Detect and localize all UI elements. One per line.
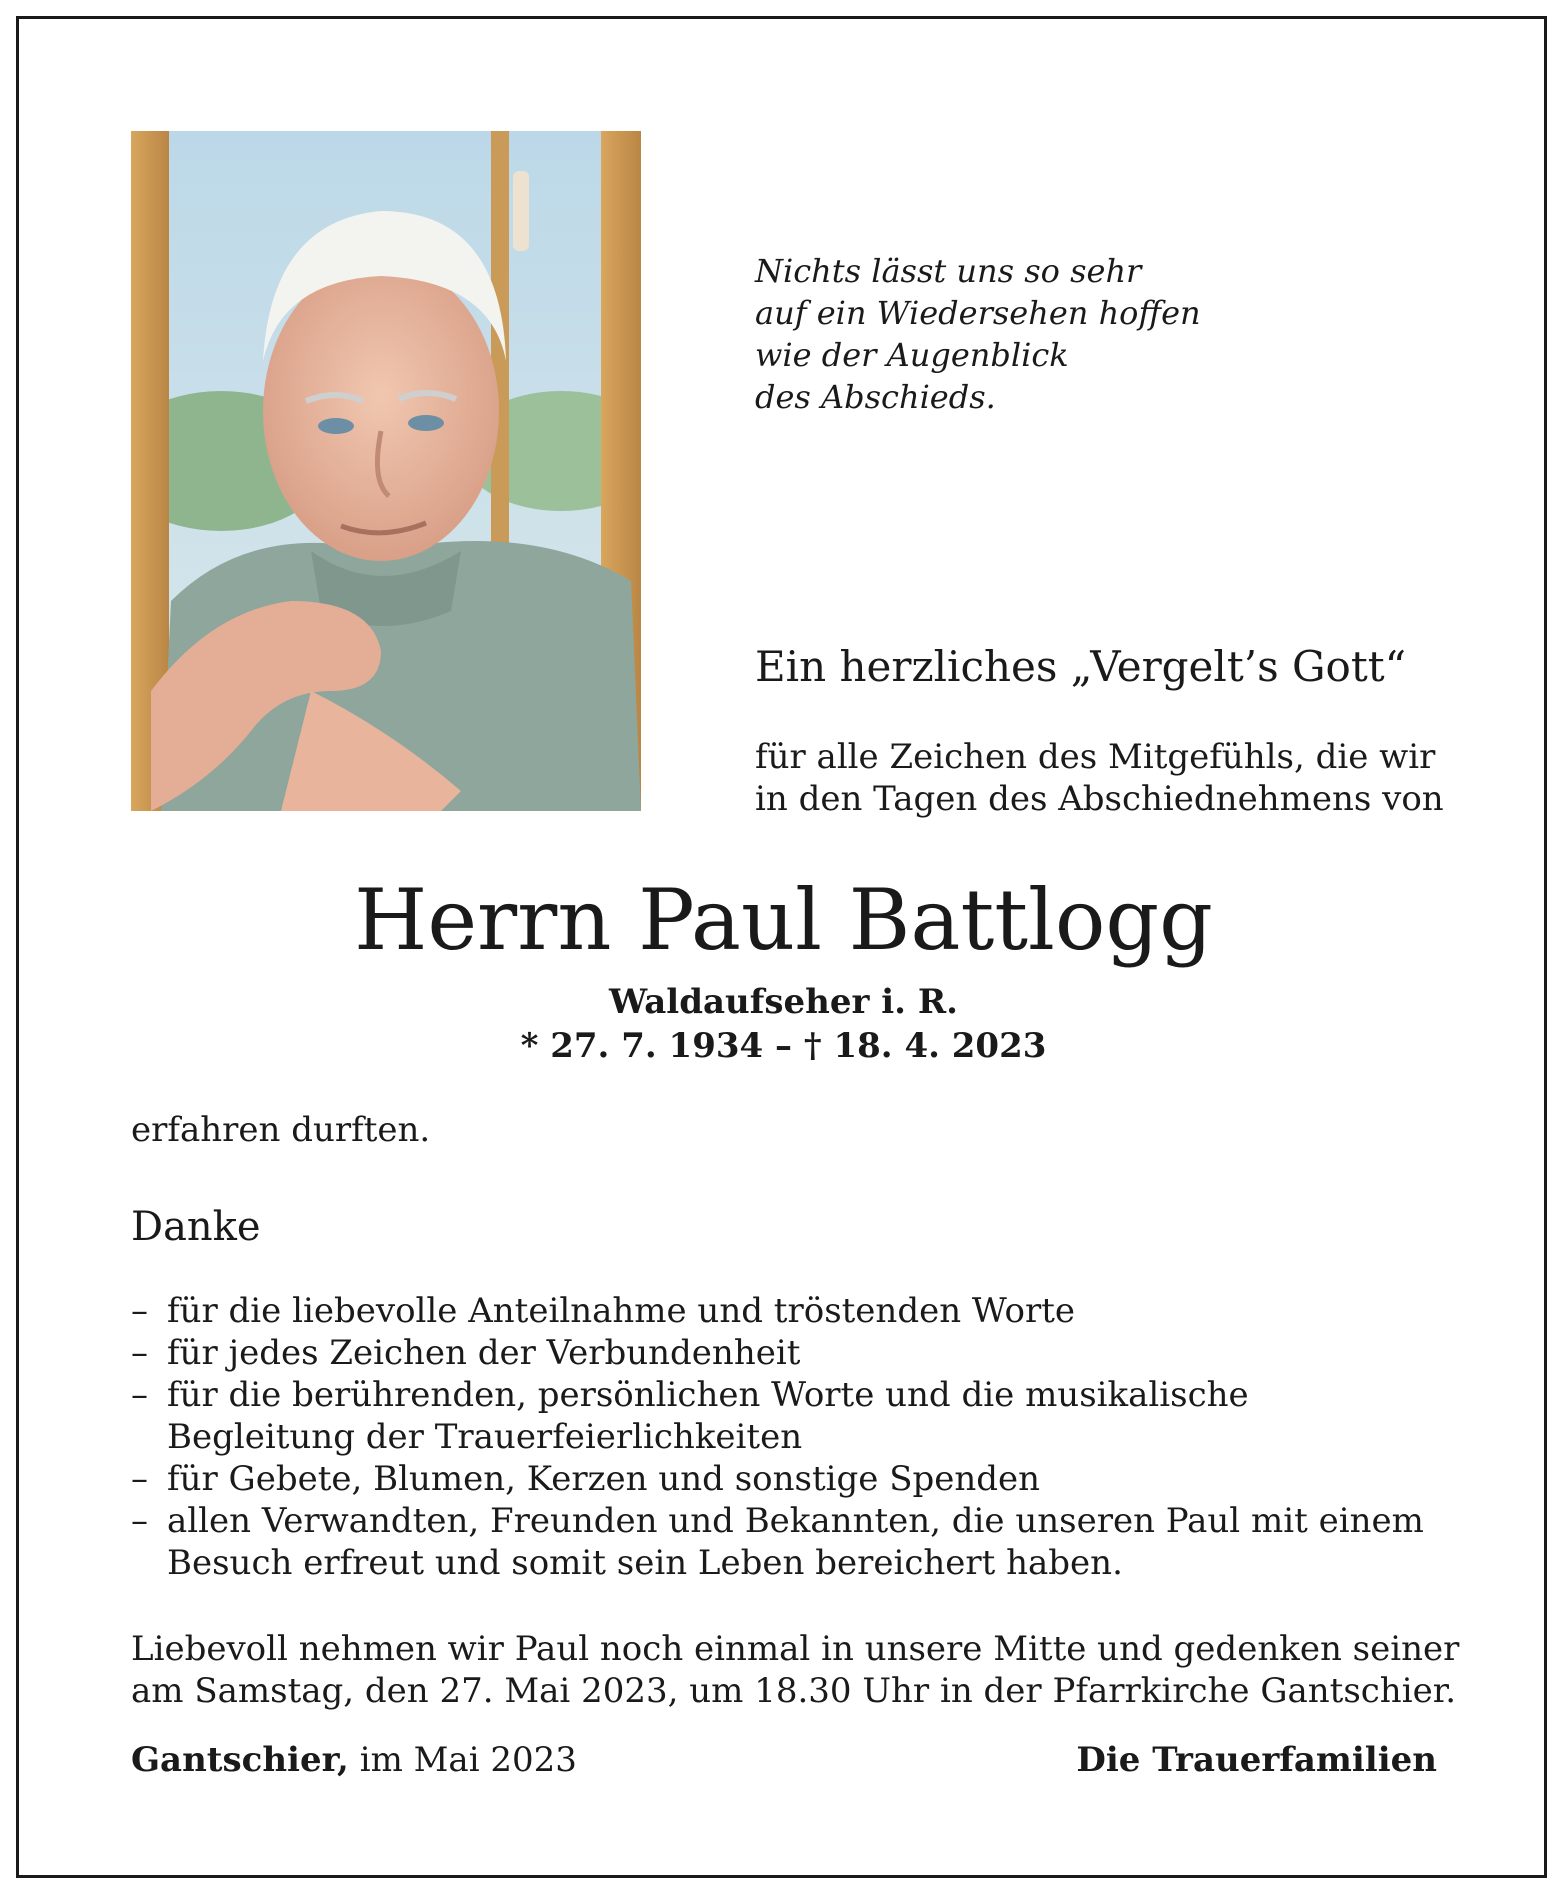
quote-line: des Abschieds.: [755, 378, 996, 416]
closing-line: am Samstag, den 27. Mai 2023, um 18.30 Uhr in der Pfarrkirche Gantschier.: [131, 1671, 1457, 1711]
date-text: im Mai 2023: [348, 1740, 577, 1780]
dash-bullet: –: [131, 1375, 148, 1415]
memorial-quote: [755, 250, 1201, 418]
list-item: [131, 1290, 1436, 1332]
list-item-text: für Gebete, Blumen, Kerzen und sonstige Spenden: [167, 1459, 1041, 1499]
thanks-intro: [755, 736, 1444, 820]
intro-line: in den Tagen des Abschiednehmens von: [755, 779, 1444, 819]
deceased-name: Herrn Paul Battlogg: [354, 871, 1213, 969]
thanks-heading: Ein herzliches „Vergelt’s Gott“: [755, 642, 1407, 691]
experienced-text: erfahren durften.: [131, 1110, 431, 1150]
place-and-date: [131, 1740, 577, 1780]
list-item-text: für jedes Zeichen der Verbundenheit: [167, 1333, 801, 1373]
gratitude-list: [131, 1290, 1436, 1584]
danke-heading: Danke: [131, 1204, 261, 1250]
list-item: [131, 1374, 1436, 1458]
quote-line: auf ein Wiedersehen hoffen: [755, 294, 1201, 332]
dash-bullet: –: [131, 1333, 148, 1373]
dash-bullet: –: [131, 1291, 148, 1331]
list-item-text: für die liebevolle Anteilnahme und tröstenden Worte: [167, 1291, 1076, 1331]
quote-line: wie der Augenblick: [755, 336, 1069, 374]
deceased-profession: Waldaufseher i. R.: [609, 982, 958, 1022]
list-item: [131, 1332, 1436, 1374]
list-item: [131, 1500, 1436, 1584]
list-item: [131, 1458, 1436, 1500]
memorial-service-text: [131, 1628, 1459, 1712]
list-item-text: für die berührenden, persönlichen Worte und die musikalische Begleitung der Trauerfeierlichkeiten: [167, 1375, 1249, 1457]
intro-line: für alle Zeichen des Mitgefühls, die wir: [755, 737, 1436, 777]
list-item-text: allen Verwandten, Freunden und Bekannten, die unseren Paul mit einem Besuch erfreut und somit sein Leben bereichert haben.: [167, 1501, 1424, 1583]
dash-bullet: –: [131, 1459, 148, 1499]
signature: Die Trauerfamilien: [1076, 1740, 1437, 1780]
place-name: Gantschier,: [131, 1740, 349, 1780]
portrait-photo: [131, 131, 641, 811]
closing-line: Liebevoll nehmen wir Paul noch einmal in unsere Mitte und gedenken seiner: [131, 1629, 1460, 1669]
dash-bullet: –: [131, 1501, 148, 1541]
life-dates: * 27. 7. 1934 – † 18. 4. 2023: [520, 1026, 1047, 1066]
quote-line: Nichts lässt uns so sehr: [755, 252, 1142, 290]
